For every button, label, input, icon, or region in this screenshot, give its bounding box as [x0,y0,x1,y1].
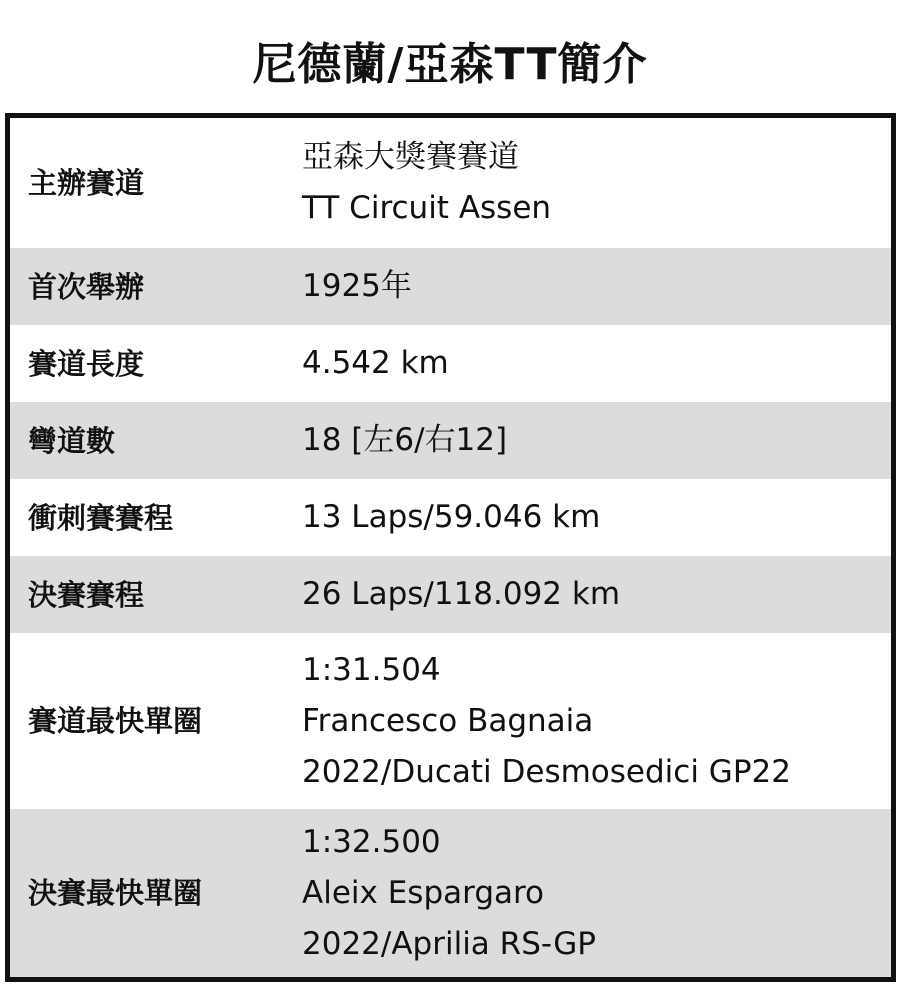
value-line: 1:31.504 [302,651,441,688]
value-line: 2022/Aprilia RS-GP [302,925,596,962]
value-line: 18 [左6/右12] [302,422,508,458]
row-value [288,261,891,312]
value-line: 26 Laps/118.092 km [302,576,621,612]
row-value [288,338,891,389]
page-title: 尼德蘭/亞森TT簡介 [252,39,648,90]
row-value [288,132,891,234]
table-row-track-length [10,325,891,402]
value-line: 13 Laps/59.046 km [302,499,601,535]
row-label: 決賽最快單圈 [10,809,288,977]
row-value [288,415,891,466]
row-label: 彎道數 [10,402,288,479]
row-label: 賽道最快單圈 [28,704,203,738]
row-value [288,645,891,798]
info-table-body [10,118,891,977]
row-value [288,569,891,620]
row-value [288,817,891,970]
row-label: 賽道長度 [28,346,145,381]
value-line: 1925年 [302,268,412,304]
table-row-venue [10,118,891,248]
table-row-corners [10,402,891,479]
table-row-sprint-distance [10,479,891,556]
info-table [5,113,896,982]
value-line: Francesco Bagnaia [302,702,594,739]
row-label: 衝刺賽賽程 [28,500,174,535]
value-line: TT Circuit Assen [302,190,552,226]
value-line: 2022/Ducati Desmosedici GP22 [302,753,791,790]
value-line: 1:32.500 [302,823,441,860]
table-row-first-held [10,248,891,325]
value-line: 4.542 km [302,345,449,381]
table-row-lap-record [10,633,891,809]
row-label: 主辦賽道 [28,166,145,200]
row-label: 首次舉辦 [10,248,288,325]
table-row-race-distance [10,556,891,633]
value-line: 亞森大獎賽賽道 [302,139,519,175]
row-label: 決賽賽程 [10,556,288,633]
value-line: Aleix Espargaro [302,874,545,911]
table-row-race-fastest-lap [10,809,891,977]
row-value [288,492,891,543]
